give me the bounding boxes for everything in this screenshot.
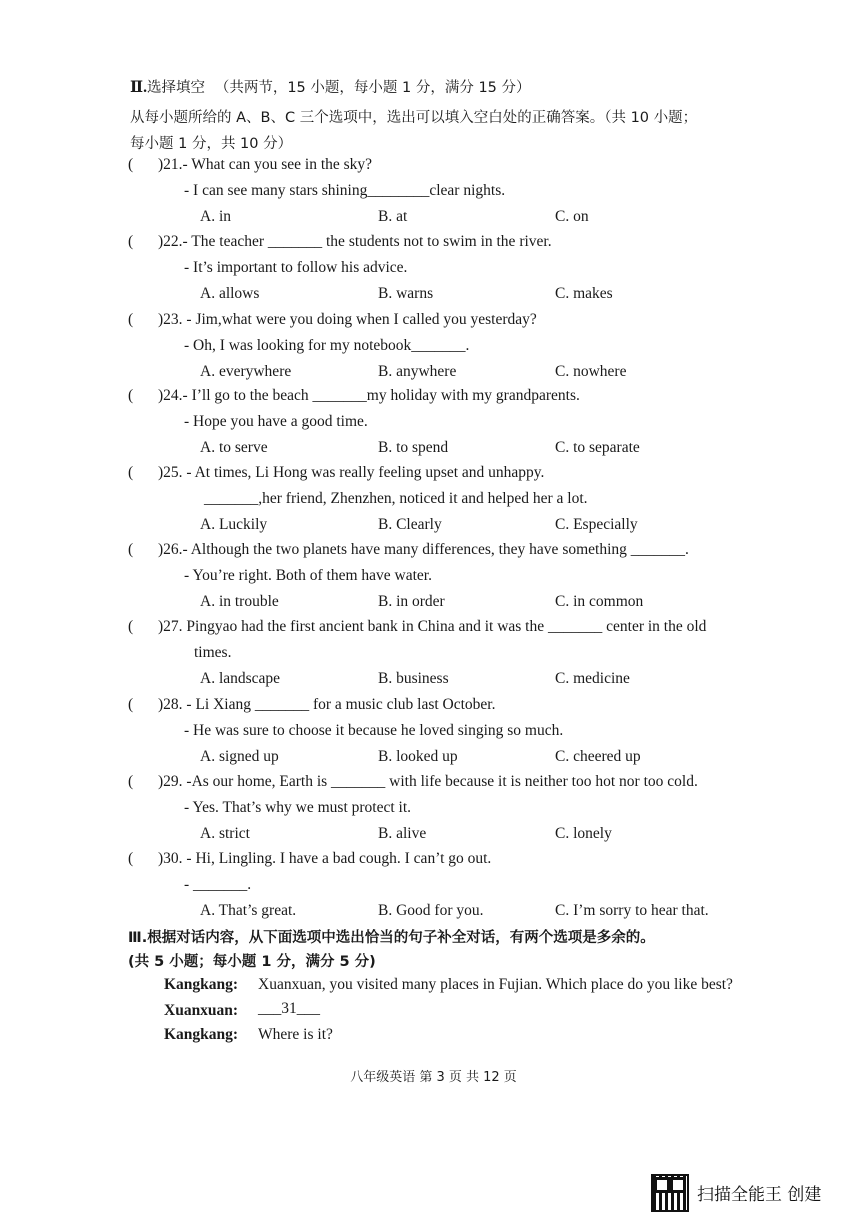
answer-option-c: C. to separate <box>555 439 640 456</box>
question-stem: )25. - At times, Li Hong was really feeling upset and unhappy. <box>158 464 545 481</box>
answer-option-b: B. anywhere <box>378 363 457 380</box>
section-2-instruction-2: 每小题 1 分，共 10 分） <box>130 136 293 152</box>
answer-option-c: C. makes <box>555 285 613 302</box>
answer-paren: ( <box>128 156 134 173</box>
answer-option-c: C. nowhere <box>555 363 627 380</box>
qr-code-icon <box>651 1174 689 1212</box>
answer-option-b: B. Good for you. <box>378 902 484 919</box>
answer-option-c: C. on <box>555 208 589 225</box>
answer-option-b: B. in order <box>378 593 445 610</box>
answer-option-b: B. warns <box>378 285 434 302</box>
question-response: - You’re right. Both of them have water. <box>184 567 432 584</box>
answer-option-b: B. Clearly <box>378 516 442 533</box>
answer-paren: ( <box>128 233 134 250</box>
question-response: _______,her friend, Zhenzhen, noticed it and helped her a lot. <box>204 490 588 507</box>
question-stem: )30. - Hi, Lingling. I have a bad cough. I can’t go out. <box>158 850 492 867</box>
question-stem: )29. -As our home, Earth is _______ with life because it is neither too hot nor too cold. <box>158 773 698 790</box>
question-stem: )21.- What can you see in the sky? <box>158 156 373 173</box>
question-response: - Yes. That’s why we must protect it. <box>184 799 412 816</box>
answer-option-b: B. business <box>378 670 449 687</box>
section-2-heading <box>130 76 531 97</box>
answer-option-a: A. signed up <box>200 748 279 765</box>
dialogue-speaker: Xuanxuan: <box>164 1002 239 1019</box>
section-2-instruction-1: 从每小题所给的 A、B、C 三个选项中，选出可以填入空白处的正确答案。（共 10 小题； <box>130 110 698 126</box>
question-response: - I can see many stars shining________clear nights. <box>184 182 506 199</box>
question-response: - He was sure to choose it because he loved singing so much. <box>184 722 564 739</box>
question-response: - It’s important to follow his advice. <box>184 259 408 276</box>
answer-paren: ( <box>128 541 134 558</box>
answer-option-c: C. Especially <box>555 516 638 533</box>
answer-option-b: B. at <box>378 208 408 225</box>
answer-option-a: A. Luckily <box>200 516 268 533</box>
section-3-heading: Ⅲ.根据对话内容，从下面选项中选出恰当的句子补全对话，有两个选项是多余的。 <box>128 930 655 946</box>
question-response: - _______. <box>184 876 252 893</box>
question-stem: )28. - Li Xiang _______ for a music club last October. <box>158 696 496 713</box>
answer-paren: ( <box>128 387 134 404</box>
answer-option-c: C. medicine <box>555 670 630 687</box>
answer-option-a: A. allows <box>200 285 260 302</box>
scanner-watermark: 扫描全能王 创建 <box>697 1185 822 1205</box>
answer-option-c: C. lonely <box>555 825 612 842</box>
answer-option-a: A. to serve <box>200 439 268 456</box>
question-stem: )26.- Although the two planets have many differences, they have something _______. <box>158 541 689 558</box>
answer-option-a: A. landscape <box>200 670 281 687</box>
answer-option-c: C. cheered up <box>555 748 641 765</box>
question-stem: )24.- I’ll go to the beach _______my holiday with my grandparents. <box>158 387 580 404</box>
question-response: - Oh, I was looking for my notebook_______. <box>184 337 470 354</box>
dialogue-speaker: Kangkang: <box>164 976 239 993</box>
answer-paren: ( <box>128 850 134 867</box>
question-stem: )27. Pingyao had the first ancient bank in China and it was the _______ center in the old <box>158 618 707 635</box>
question-response: times. <box>194 644 232 661</box>
answer-option-a: A. strict <box>200 825 250 842</box>
section-2-info: （共两节，15 小题，每小题 1 分，满分 15 分） <box>214 80 531 96</box>
section-3-subheading: (共 5 小题；每小题 1 分，满分 5 分) <box>128 954 376 970</box>
answer-option-b: B. looked up <box>378 748 458 765</box>
dialogue-line: Where is it? <box>258 1026 333 1043</box>
answer-paren: ( <box>128 696 134 713</box>
dialogue-line: Xuanxuan, you visited many places in Fujian. Which place do you like best? <box>258 976 733 993</box>
answer-option-c: C. I’m sorry to hear that. <box>555 902 709 919</box>
answer-option-b: B. alive <box>378 825 427 842</box>
section-2-roman: Ⅱ. <box>130 79 147 96</box>
answer-option-b: B. to spend <box>378 439 449 456</box>
dialogue-blank-31: ___31___ <box>258 1000 320 1017</box>
dialogue-speaker: Kangkang: <box>164 1026 239 1043</box>
page-footer: 八年级英语 第 3 页 共 12 页 <box>350 1070 517 1085</box>
question-stem: )22.- The teacher _______ the students not to swim in the river. <box>158 233 552 250</box>
answer-option-a: A. in trouble <box>200 593 279 610</box>
answer-paren: ( <box>128 773 134 790</box>
answer-option-c: C. in common <box>555 593 644 610</box>
answer-paren: ( <box>128 464 134 481</box>
answer-option-a: A. in <box>200 208 231 225</box>
answer-option-a: A. everywhere <box>200 363 292 380</box>
section-2-title: 选择填空 <box>146 80 205 96</box>
answer-paren: ( <box>128 311 134 328</box>
answer-option-a: A. That’s great. <box>200 902 297 919</box>
question-stem: )23. - Jim,what were you doing when I called you yesterday? <box>158 311 537 328</box>
question-response: - Hope you have a good time. <box>184 413 368 430</box>
answer-paren: ( <box>128 618 134 635</box>
